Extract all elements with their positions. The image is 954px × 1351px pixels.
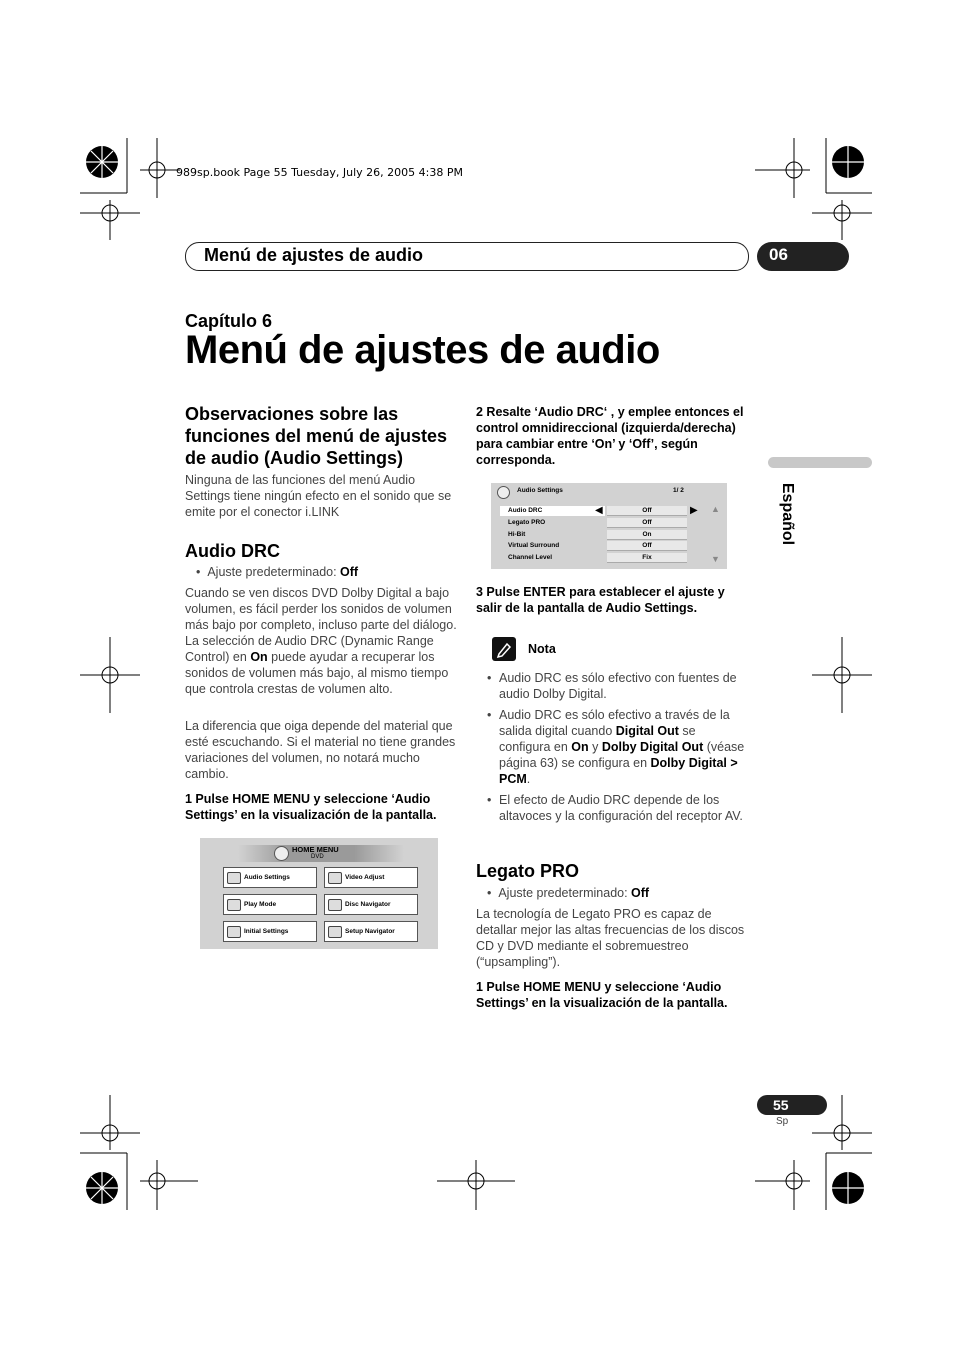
page-number: 55 — [773, 1097, 789, 1113]
initial-settings-button[interactable]: Initial Settings — [223, 921, 317, 942]
play-icon — [227, 899, 241, 911]
page-title: Menú de ajustes de audio — [185, 328, 660, 372]
play-mode-button[interactable]: Play Mode — [223, 894, 317, 915]
setting-row[interactable]: Virtual Surround Off — [500, 541, 688, 551]
video-adjust-button[interactable]: Video Adjust — [324, 867, 418, 888]
book-header: 989sp.book Page 55 Tuesday, July 26, 2005 4:38 PM — [176, 166, 463, 179]
note-label: Nota — [528, 642, 556, 656]
speaker-icon — [497, 486, 510, 499]
drc-step-1: 1 Pulse HOME MENU y seleccione ‘Audio Settings’ en la visualización de la pantalla. — [185, 792, 437, 822]
obs-text: Ninguna de las funciones del menú Audio Settings tiene ningún efecto en el sonido que se emite por el conector i.LINK — [185, 473, 452, 519]
legato-default: • Ajuste predeterminado: Off — [487, 886, 650, 900]
arrow-left-icon[interactable]: ◀ — [595, 505, 603, 516]
chapter-number: 06 — [769, 245, 788, 264]
setup-navigator-button[interactable]: Setup Navigator — [324, 921, 418, 942]
setting-row[interactable]: Channel Level Fix — [500, 553, 688, 563]
arrow-right-icon[interactable]: ▶ — [690, 505, 698, 516]
audio-settings-title: Audio Settings — [517, 487, 563, 494]
page-number-pill — [757, 1095, 827, 1115]
note-item-2: • Audio DRC es sólo efectivo a través de la salida digital cuando Digital Out se configura en On y Dolby Digital Out (véase página 63) se configura en Dolby Digital > PCM. — [487, 708, 745, 786]
page-language-code: Sp — [776, 1116, 789, 1127]
chapter-label: Capítulo 6 — [185, 311, 273, 331]
disc-icon — [274, 846, 289, 861]
obs-heading: Observaciones sobre las funciones del menú de ajustes de audio (Audio Settings) — [185, 404, 448, 468]
speaker-icon — [227, 872, 241, 884]
drc-step-2: 2 Resalte ‘Audio DRC‘ , y emplee entonces el control omnidireccional (izquierda/derecha) para cambiar entre ‘On’ y ‘Off’, según corresponda. — [476, 405, 744, 467]
legato-pro-heading: Legato PRO — [476, 861, 580, 881]
drc-step-3: 3 Pulse ENTER para establecer el ajuste y salir de la pantalla de Audio Settings. — [476, 585, 725, 615]
legato-paragraph: La tecnología de Legato PRO es capaz de detallar mejor las altas frecuencias de los discos CD y DVD mediante el sobremuestreo (“upsampling”). — [476, 907, 745, 969]
video-icon — [328, 872, 342, 884]
language-tab-bar — [768, 457, 872, 468]
setting-row[interactable]: Hi-Bit On — [500, 530, 688, 540]
home-menu-subtitle: DVD — [311, 854, 324, 860]
navigator-icon — [328, 899, 342, 911]
audio-settings-button[interactable]: Audio Settings — [223, 867, 317, 888]
setting-row[interactable]: Legato PRO Off — [500, 518, 688, 528]
drc-paragraph-1: Cuando se ven discos DVD Dolby Digital a bajo volumen, es fácil perder los sonidos de volumen más bajo por completo, incluso parte del diálogo. La selección de Audio DRC (Dynamic Range Control) en On puede ayudar a recuperar los sonidos de volumen más bajo, al mismo tiempo que controla crestas de volumen alto. — [185, 586, 457, 696]
drc-paragraph-2: La diferencia que oiga depende del material que esté escuchando. Si el material no tiene grandes variaciones del volumen, no notará mucho cambio. — [185, 719, 456, 781]
scroll-up-icon[interactable]: ▲ — [711, 504, 720, 514]
note-pencil-icon — [492, 637, 516, 661]
audio-settings-page: 1/ 2 — [673, 487, 684, 494]
disc-navigator-button[interactable]: Disc Navigator — [324, 894, 418, 915]
note-item-1: • Audio DRC es sólo efectivo con fuentes de audio Dolby Digital. — [487, 671, 737, 701]
scroll-down-icon[interactable]: ▼ — [711, 554, 720, 564]
language-tab-label: Español — [779, 482, 796, 546]
audio-drc-heading: Audio DRC — [185, 541, 280, 561]
legato-step-1: 1 Pulse HOME MENU y seleccione ‘Audio Settings’ en la visualización de la pantalla. — [476, 980, 728, 1010]
settings-icon — [227, 926, 241, 938]
section-title: Menú de ajustes de audio — [204, 245, 424, 265]
setting-row[interactable]: Audio DRC Off — [500, 506, 688, 516]
setup-icon — [328, 926, 342, 938]
drc-default: • Ajuste predeterminado: Off — [196, 565, 359, 579]
home-menu-title: HOME MENU — [292, 845, 339, 854]
note-item-3: • El efecto de Audio DRC depende de los altavoces y la configuración del receptor AV. — [487, 793, 743, 823]
